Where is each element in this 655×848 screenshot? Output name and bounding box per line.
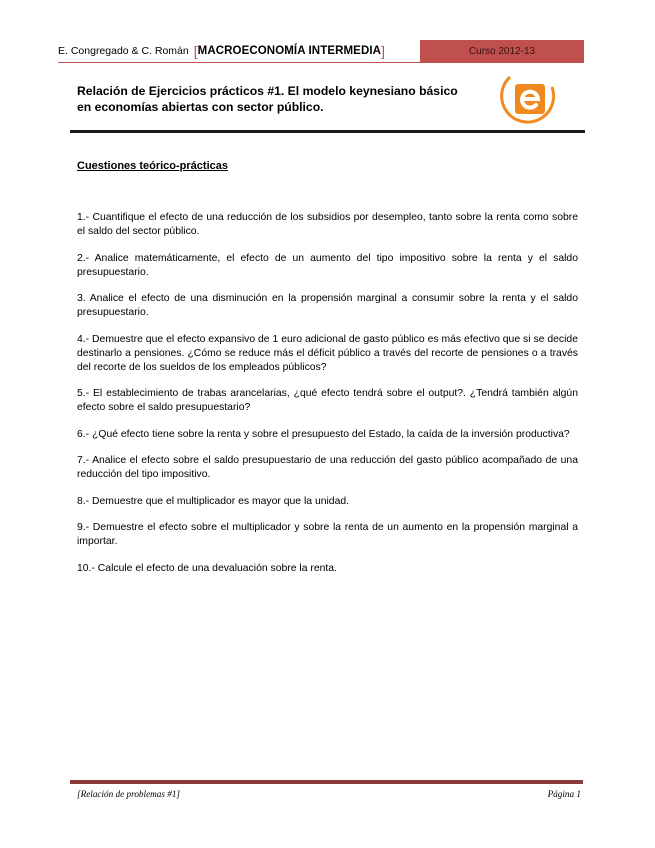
footer-divider <box>70 780 583 784</box>
header-bracket-open: [ <box>193 43 198 59</box>
section-heading: Cuestiones teórico-prácticas <box>77 160 228 172</box>
running-header <box>58 40 420 62</box>
question-8: 8.- Demuestre que el multiplicador es mayor que la unidad. <box>77 495 350 507</box>
title-line-1: Relación de Ejercicios prácticos #1. El modelo keynesiano básico <box>77 84 458 98</box>
title-line-2: en economías abiertas con sector público. <box>77 100 324 114</box>
page-number: Página 1 <box>547 789 581 799</box>
footer-label: [Relación de problemas #1] <box>77 789 181 799</box>
question-5: 5.- El establecimiento de trabas arancelarias, ¿qué efecto tendrá sobre el output?. ¿Tendrá también algún efecto sobre el saldo presupuestario? <box>77 388 578 413</box>
header-divider <box>58 62 584 63</box>
question-10: 10.- Calcule el efecto de una devaluación sobre la renta. <box>77 562 337 574</box>
questions-list <box>77 211 578 588</box>
question-6: 6.- ¿Qué efecto tiene sobre la renta y sobre el presupuesto del Estado, la caída de la inversión productiva? <box>77 428 570 440</box>
question-2: 2.- Analice matemáticamente, el efecto de un aumento del tipo impositivo sobre la renta y el saldo presupuestario. <box>77 252 578 278</box>
header-authors: E. Congregado & C. Román <box>58 45 189 57</box>
question-1: 1.- Cuantifique el efecto de una reducción de los subsidios por desempleo, tanto sobre la renta como sobre el saldo del sector público. <box>77 212 578 237</box>
header-year: Curso 2012-13 <box>468 45 536 57</box>
e-logo-icon <box>498 71 558 127</box>
question-4: 4.- Demuestre que el efecto expansivo de 1 euro adicional de gasto público es más efectivo que si se decide destinarlo a pensiones. ¿Cómo se reduce más el déficit público a través del recorte de pensiones o a través del recorte de los sueldos de los empleados públicos? <box>77 333 578 373</box>
question-3: 3. Analice el efecto de una disminución en la propensión marginal a consumir sobre la renta y el saldo presupuestario. <box>77 293 578 318</box>
header-year-box <box>420 40 584 62</box>
document-title <box>77 83 497 115</box>
header-bracket-close: ] <box>381 43 385 59</box>
header-course-title: MACROECONOMÍA INTERMEDIA <box>197 45 382 57</box>
question-7: 7.- Analice el efecto sobre el saldo presupuestario de una reducción del gasto público acompañado de una reducción del tipo impositivo. <box>77 455 578 480</box>
question-9: 9.- Demuestre el efecto sobre el multiplicador y sobre la renta de un aumento en la propensión marginal a importar. <box>77 522 578 547</box>
title-divider <box>70 130 585 133</box>
